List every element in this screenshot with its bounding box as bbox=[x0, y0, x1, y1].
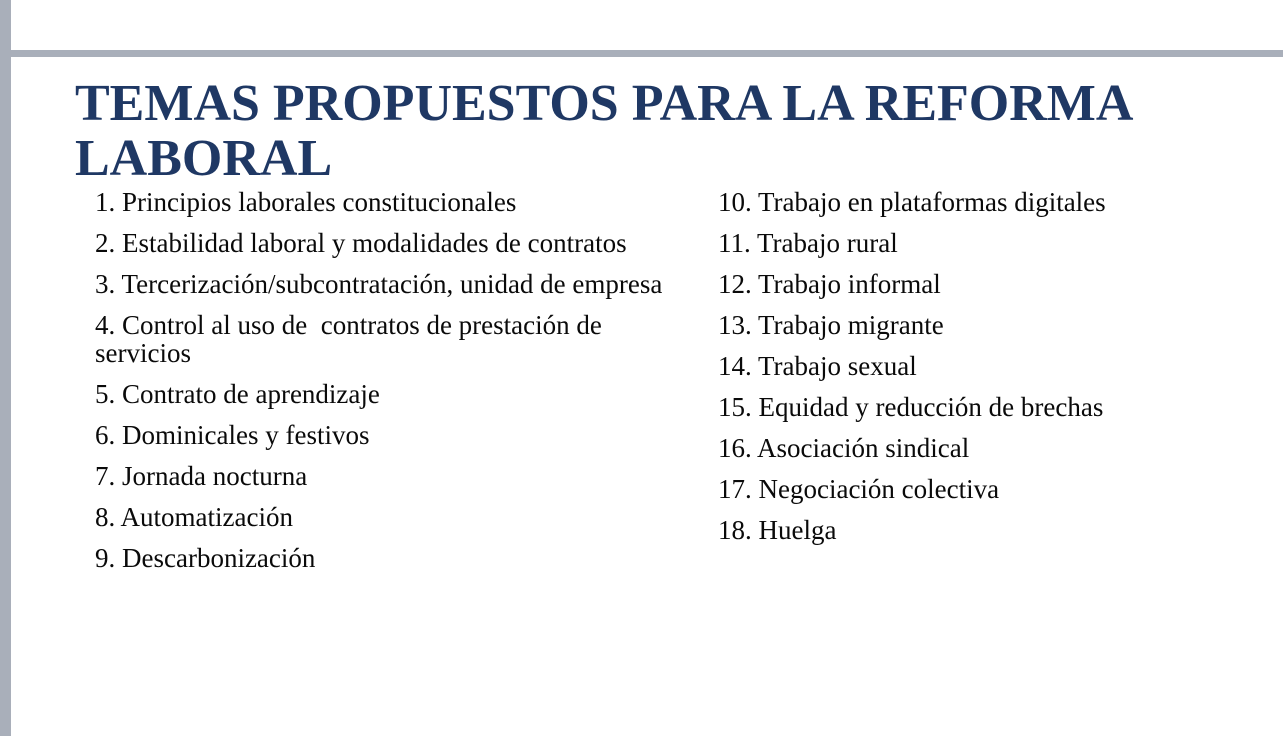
list-item: 10. Trabajo en plataformas digitales bbox=[718, 187, 1106, 217]
list-item: 7. Jornada nocturna bbox=[95, 461, 308, 491]
list-item: 11. Trabajo rural bbox=[718, 228, 898, 258]
list-item: 1. Principios laborales constitucionales bbox=[95, 187, 517, 217]
list-item: 4. Control al uso de contratos de prestación de servicios bbox=[95, 310, 609, 368]
top-accent-bar bbox=[0, 50, 1283, 57]
list-item: 13. Trabajo migrante bbox=[718, 310, 944, 340]
list-item: 8. Automatización bbox=[95, 502, 293, 532]
list-item: 15. Equidad y reducción de brechas bbox=[718, 392, 1104, 422]
topics-list-right bbox=[718, 188, 1218, 557]
topics-list-left bbox=[95, 188, 680, 585]
list-item: 6. Dominicales y festivos bbox=[95, 420, 370, 450]
list-item: 2. Estabilidad laboral y modalidades de contratos bbox=[95, 228, 627, 258]
list-item: 3. Tercerización/subcontratación, unidad de empresa bbox=[95, 269, 663, 299]
list-item: 12. Trabajo informal bbox=[718, 269, 941, 299]
list-item: 18. Huelga bbox=[718, 515, 837, 545]
list-item: 5. Contrato de aprendizaje bbox=[95, 379, 380, 409]
list-item: 16. Asociación sindical bbox=[718, 433, 970, 463]
list-item: 17. Negociación colectiva bbox=[718, 474, 1000, 504]
left-accent-bar bbox=[0, 0, 11, 736]
list-item: 14. Trabajo sexual bbox=[718, 351, 917, 381]
slide-title: TEMAS PROPUESTOS PARA LA REFORMA LABORAL bbox=[75, 75, 1131, 187]
list-item: 9. Descarbonización bbox=[95, 543, 316, 573]
